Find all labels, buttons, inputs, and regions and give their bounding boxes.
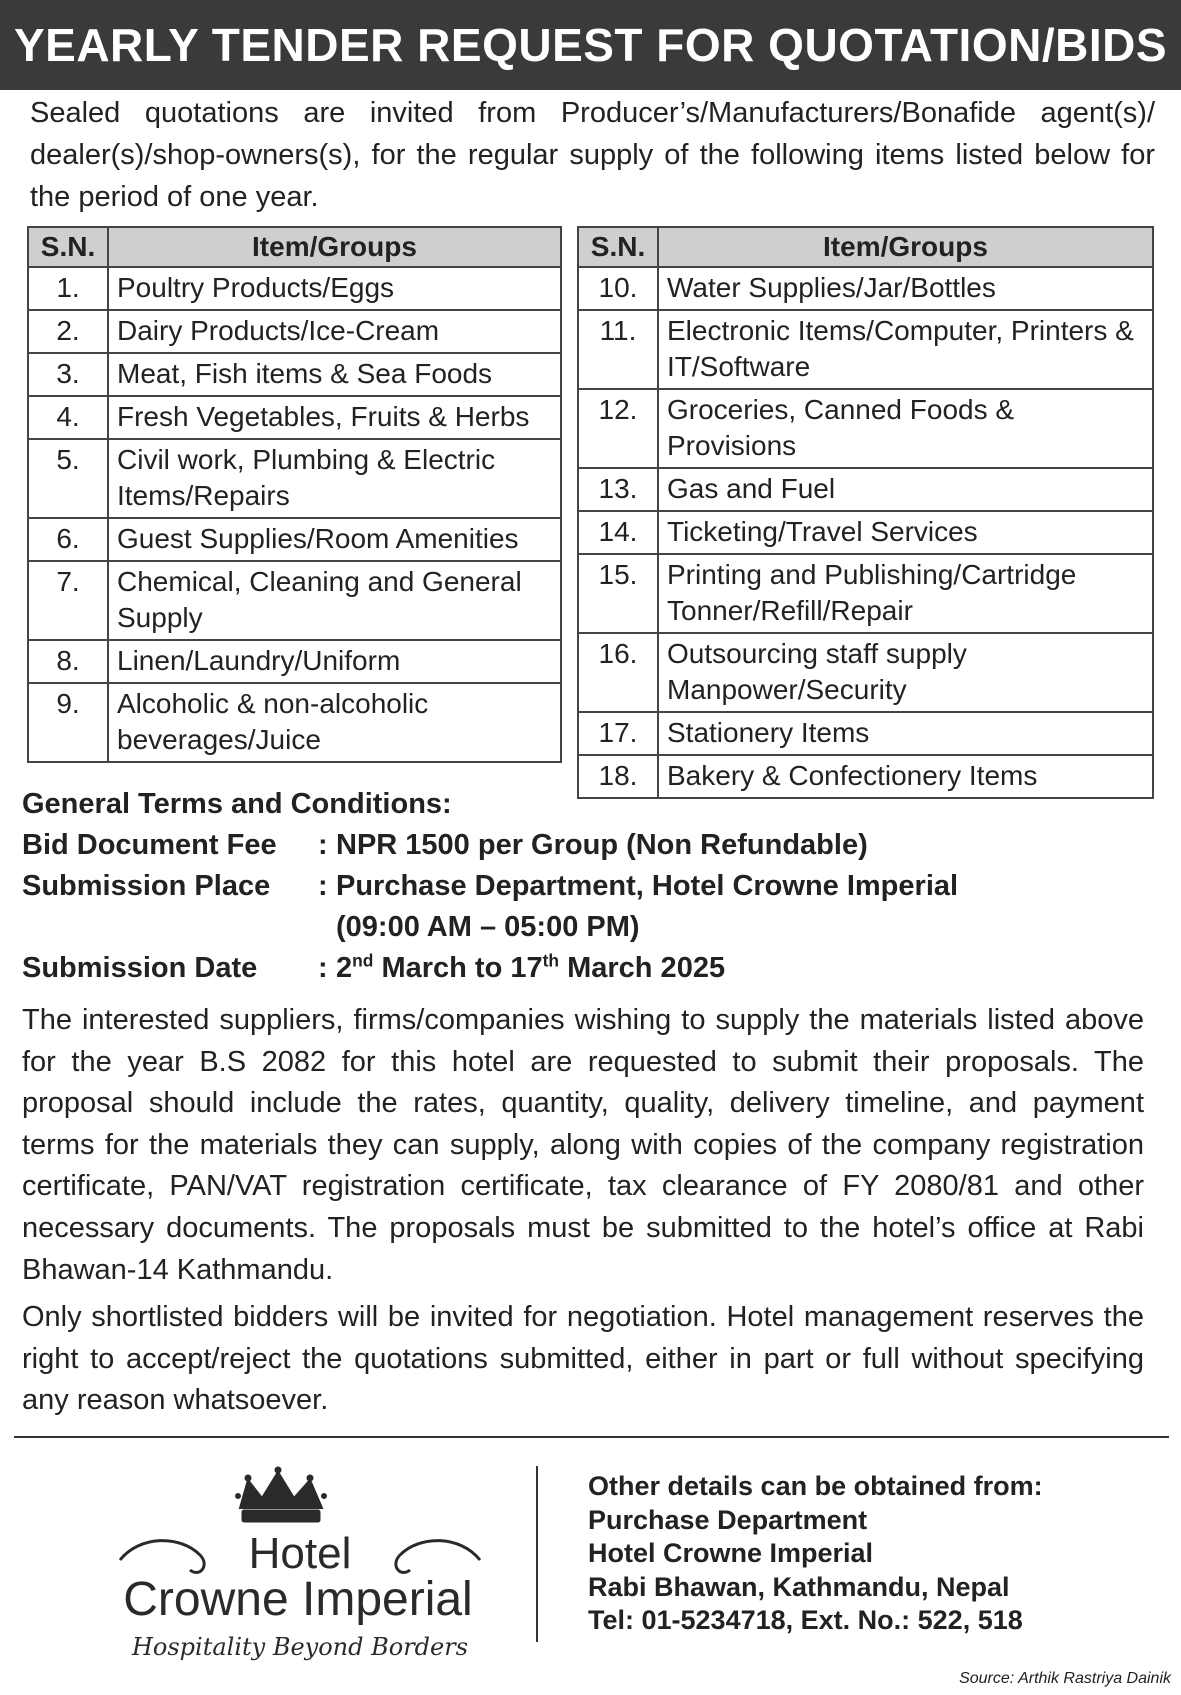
crown-icon (110, 1450, 490, 1665)
table-row (578, 712, 1153, 755)
item-cell: Alcoholic & non-alcoholic beverages/Juice (108, 683, 561, 762)
sn-cell: 11. (578, 310, 658, 389)
item-cell: Printing and Publishing/Cartridge Tonner/Refill/Repair (658, 554, 1153, 633)
contact-hotel: Hotel Crowne Imperial (588, 1538, 874, 1568)
terms-heading: General Terms and Conditions: (22, 788, 452, 820)
submission-place-value (336, 866, 1152, 948)
item-cell: Stationery Items (658, 712, 1153, 755)
proposal-instructions: The interested suppliers, firms/companies wishing to supply the materials listed above for the year B.S 2082 for this hotel are requested to submit their proposals. The proposal should include the rates, quantity, quality, delivery timeline, and payment terms for the materials they can supply, along with copies of the company registration certificate, PAN/VAT registration certificate, tax clearance of FY 2080/81 and other necessary documents. The proposals must be submitted to the hotel’s office at Rabi Bhawan-14 Kathmandu. (22, 1004, 1144, 1286)
table-row (28, 518, 561, 561)
sn-cell: 5. (28, 439, 108, 518)
item-header: Item/Groups (658, 227, 1153, 267)
tender-title: YEARLY TENDER REQUEST FOR QUOTATION/BIDS (0, 0, 1181, 90)
table-row (28, 640, 561, 683)
contact-block (588, 1470, 1148, 1638)
sn-cell: 15. (578, 554, 658, 633)
table-row (578, 554, 1153, 633)
contact-phone: Tel: 01-5234718, Ext. No.: 522, 518 (588, 1605, 1023, 1635)
bid-fee-row (22, 825, 1152, 866)
sn-cell: 2. (28, 310, 108, 353)
submission-date-value: 2nd March to 17th March 2025 (336, 950, 726, 984)
item-cell: Ticketing/Travel Services (658, 511, 1153, 554)
source-credit: Source: Arthik Rastriya Dainik (959, 1670, 1171, 1687)
hotel-logo (110, 1450, 490, 1665)
logo-line2: Crowne Imperial (123, 1573, 473, 1626)
logo-line1: Hotel (248, 1529, 352, 1578)
table-row (28, 561, 561, 640)
table-row (578, 310, 1153, 389)
divider (14, 1436, 1169, 1438)
item-cell: Gas and Fuel (658, 468, 1153, 511)
logo-tagline: Hospitality Beyond Borders (131, 1633, 469, 1661)
table-row (28, 396, 561, 439)
sn-cell: 14. (578, 511, 658, 554)
sn-cell: 12. (578, 389, 658, 468)
sn-cell: 16. (578, 633, 658, 712)
item-cell: Outsourcing staff supply Manpower/Security (658, 633, 1153, 712)
sn-cell: 4. (28, 396, 108, 439)
colon: : (318, 952, 328, 984)
items-table-right (577, 226, 1154, 799)
item-cell: Dairy Products/Ice-Cream (108, 310, 561, 353)
item-cell: Chemical, Cleaning and General Supply (108, 561, 561, 640)
shortlist-notice: Only shortlisted bidders will be invited for negotiation. Hotel management reserves the right to accept/reject the quotations submitted, either in part or full without specifying any reason whatsoever. (22, 1301, 1144, 1417)
sn-cell: 9. (28, 683, 108, 762)
item-cell: Linen/Laundry/Uniform (108, 640, 561, 683)
item-header: Item/Groups (108, 227, 561, 267)
colon: : (318, 870, 328, 902)
contact-department: Purchase Department (588, 1504, 868, 1535)
table-row (28, 683, 561, 762)
items-table-left (27, 226, 562, 763)
submission-date-label: Submission Date (22, 952, 258, 984)
intro-paragraph: Sealed quotations are invited from Producer’s/Manufacturers/Bonafide agent(s)/ dealer(s)/shop-owners(s), for the regular supply of the following items listed below for the period of one year. (30, 97, 1155, 213)
table-row (578, 389, 1153, 468)
table-row (578, 511, 1153, 554)
table-row (28, 267, 561, 310)
table-row (578, 267, 1153, 310)
bid-fee-label: Bid Document Fee (22, 829, 277, 861)
item-cell: Meat, Fish items & Sea Foods (108, 353, 561, 396)
sn-cell: 1. (28, 267, 108, 310)
sn-cell: 7. (28, 561, 108, 640)
sn-cell: 8. (28, 640, 108, 683)
sn-cell: 10. (578, 267, 658, 310)
table-row (28, 353, 561, 396)
item-cell: Bakery & Confectionery Items (658, 755, 1153, 798)
submission-hours: (09:00 AM – 05:00 PM) (336, 911, 640, 943)
table-row (28, 310, 561, 353)
submission-date-row (22, 948, 1152, 989)
table-row (578, 633, 1153, 712)
submission-place-label: Submission Place (22, 870, 271, 902)
bid-fee-value: NPR 1500 per Group (Non Refundable) (336, 829, 868, 861)
submission-place-row (22, 866, 1152, 948)
submission-place-name: Purchase Department, Hotel Crowne Imperial (336, 870, 959, 902)
table-row (28, 439, 561, 518)
item-cell: Electronic Items/Computer, Printers & IT/Software (658, 310, 1153, 389)
contact-heading: Other details can be obtained from: (588, 1471, 1043, 1501)
sn-cell: 3. (28, 353, 108, 396)
sn-cell: 13. (578, 468, 658, 511)
sn-cell: 6. (28, 518, 108, 561)
vertical-divider (536, 1466, 538, 1642)
table-header-row (578, 227, 1153, 267)
item-cell: Civil work, Plumbing & Electric Items/Repairs (108, 439, 561, 518)
sn-header: S.N. (28, 227, 108, 267)
table-header-row (28, 227, 561, 267)
item-cell: Poultry Products/Eggs (108, 267, 561, 310)
item-cell: Guest Supplies/Room Amenities (108, 518, 561, 561)
table-row (578, 468, 1153, 511)
item-cell: Fresh Vegetables, Fruits & Herbs (108, 396, 561, 439)
sn-cell: 18. (578, 755, 658, 798)
terms-section (22, 784, 1152, 989)
sn-header: S.N. (578, 227, 658, 267)
item-cell: Groceries, Canned Foods & Provisions (658, 389, 1153, 468)
sn-cell: 17. (578, 712, 658, 755)
item-cell: Water Supplies/Jar/Bottles (658, 267, 1153, 310)
contact-address: Rabi Bhawan, Kathmandu, Nepal (588, 1571, 1010, 1602)
colon: : (318, 829, 328, 861)
